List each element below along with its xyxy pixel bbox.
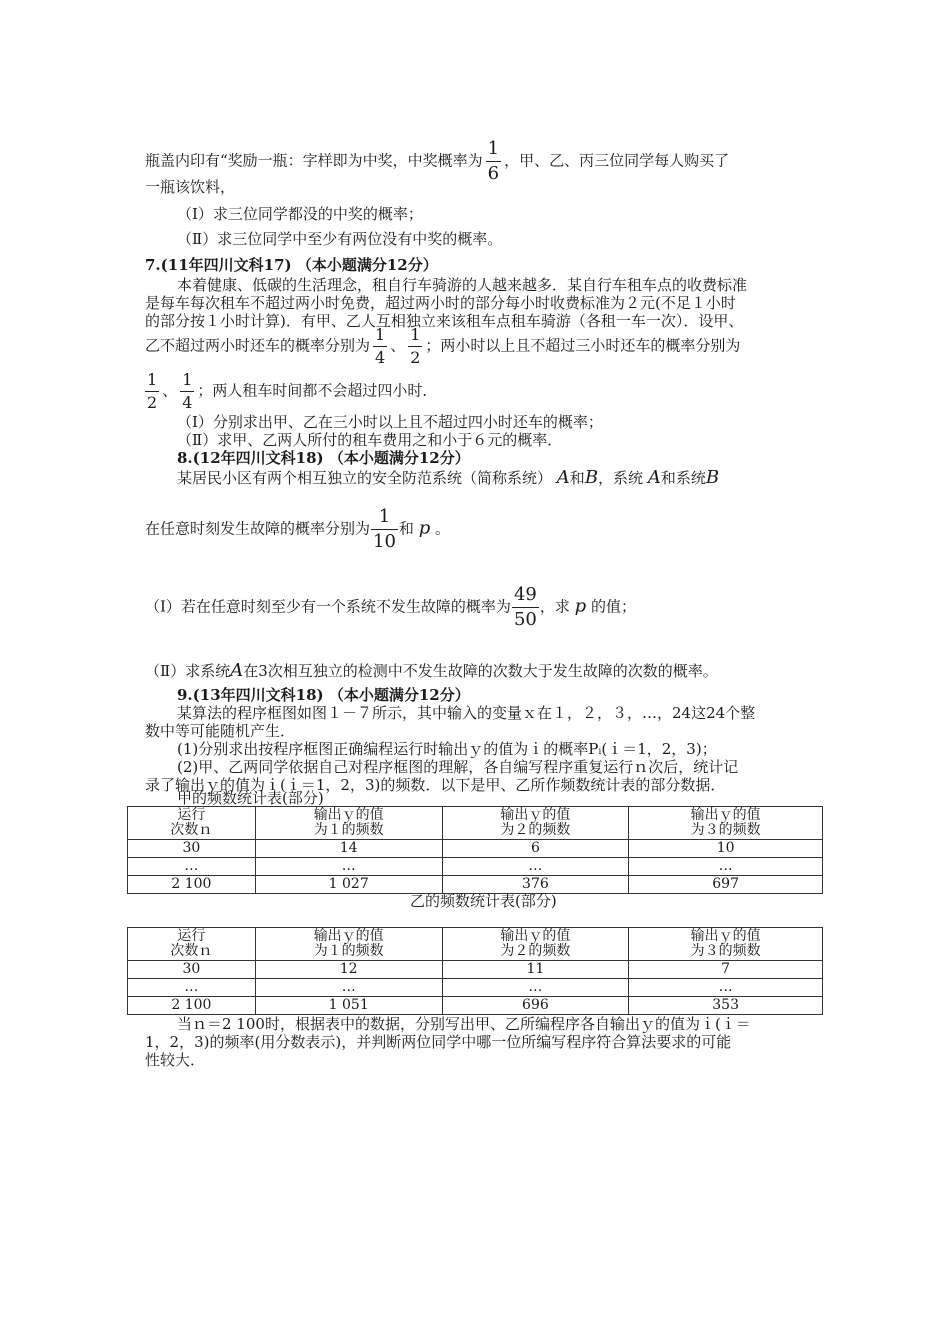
q8-fraction-1 [371,508,398,551]
frac-num: 49 [512,586,539,608]
frac-num: 1 [145,372,159,392]
header-cell [128,928,256,961]
header-line: 为２的频数 [500,822,571,838]
header-line: 次数ｎ [170,822,213,838]
q8-heading: 8.(12年四川文科18) （本小题满分12分） [177,449,470,467]
table-cell: 12 [255,961,442,979]
header-cell [442,807,629,840]
table-cell: 1 027 [255,876,442,894]
table-cell: 10 [629,840,823,858]
header-cell [128,807,256,840]
table-row [128,840,823,858]
q7-fraction-1 [373,327,387,366]
table-row [128,858,823,876]
header-line: 输出ｙ的值 [690,928,761,944]
q6-fraction [486,140,501,183]
q9-line1: 某算法的程序框图如图１－７所示，其中输入的变量ｘ在１，２，３，…，24这24个整 [177,704,756,722]
q8-line2-a: 在任意时刻发生故障的概率分别为 [145,519,371,538]
frac-den: 50 [513,609,537,630]
table-cell: … [629,979,823,997]
table2-title: 乙的频数统计表(部分) [410,892,557,910]
table-row [128,876,823,894]
header-line: 为３的频数 [690,943,761,959]
table-cell: 696 [442,997,629,1015]
table-cell: 7 [629,961,823,979]
q8-part2 [145,661,718,681]
table-row [128,979,823,997]
table-row [128,997,823,1015]
table1-title: 甲的频数统计表(部分) [177,789,324,807]
table-jia-frequency [127,806,823,894]
q6-line1-a: 瓶盖内印有“奖励一瓶：字样即为中奖，中奖概率为 [145,151,483,170]
q7-line5 [145,372,437,411]
frac-num: 1 [371,508,398,530]
table-cell: … [442,979,629,997]
var-p: p [418,517,431,539]
q7-part2: （Ⅱ）求甲、乙两人所付的租车费用之和小于６元的概率． [177,431,563,449]
header-line: 为１的频数 [313,822,384,838]
header-cell [442,928,629,961]
table-cell: 30 [128,840,256,858]
q9-final-line1: 当ｎ＝2 100时，根据表中的数据，分别写出甲、乙所编程序各自输出ｙ的值为ｉ(ｉ＝ [177,1015,751,1033]
q8-and: 和 [569,469,585,487]
header-line: 输出ｙ的值 [690,807,761,823]
q6-line1-b: ，甲、乙、丙三位同学每人购买了 [504,151,730,170]
q7-line1: 本着健康、低碳的生活理念，租自行车骑游的人越来越多．某自行车租车点的收费标准 [177,276,748,294]
header-line: 输出ｙ的值 [313,807,384,823]
table-cell: … [442,858,629,876]
q7-fraction-4 [180,372,194,411]
table-cell: 697 [629,876,823,894]
header-cell [629,928,823,961]
table-cell: 2 100 [128,876,256,894]
q7-part1: （Ⅰ）分别求出甲、乙在三小时以上且不超过四小时还车的概率； [177,413,603,431]
q7-fraction-3 [145,372,159,411]
q6-part1: （Ⅰ）求三位同学都没的中奖的概率； [177,205,423,223]
header-line: 为２的频数 [500,943,571,959]
header-line: 运行 [177,807,206,823]
header-line: 为３的频数 [690,822,761,838]
frac-num: 1 [373,327,387,347]
q8-line2-b: 。 [435,519,451,538]
var-a: A [556,467,570,488]
q7-line2: 是每车每次租车不超过两小时免费，超过两小时的部分每小时收费标准为２元(不足１小时 [145,294,736,312]
q7-line5-b: ；两人租车时间都不会超过四小时． [197,381,438,400]
q8-part1 [145,586,636,629]
table-cell: 376 [442,876,629,894]
q7-line3: 的部分按１小时计算)．有甲、乙人互相独立来该租车点租车骑游（各租一车一次）．设甲、 [145,312,744,330]
header-line: 输出ｙ的值 [500,807,571,823]
frac-den: 10 [373,531,396,552]
q8-part2-a: （Ⅱ）求系统 [145,662,231,680]
frac-num: 1 [486,140,501,162]
q8-line1-b: ，系统 [598,469,644,487]
q8-part1-a: （Ⅰ）若在任意时刻至少有一个系统不发生故障的概率为 [145,597,511,616]
table-header-row [128,928,823,961]
table-cell: … [255,858,442,876]
q9-final-line3: 性较大． [145,1051,206,1069]
q7-fraction-2 [408,327,422,366]
q9-line4: (2)甲、乙两同学依据自己对程序框图的理解，各自编写程序重复运行ｎ次后，统计记 [177,758,739,776]
q9-line2: 数中等可能随机产生． [145,722,296,740]
q9-line3: (1)分别求出按程序框图正确编程运行时输出ｙ的值为ｉ的概率Pᵢ(ｉ＝1，2，3)； [177,740,717,758]
q6-line2: 一瓶该饮料， [145,178,236,196]
q7-line4-a: 乙不超过两小时还车的概率分别为 [145,336,371,355]
table-row [128,961,823,979]
table-cell: 353 [629,997,823,1015]
q8-line2 [145,508,450,551]
header-cell [255,928,442,961]
var-b: B [584,467,599,488]
table-cell: 14 [255,840,442,858]
header-line: 输出ｙ的值 [500,928,571,944]
q6-part2: （Ⅱ）求三位同学中至少有两位没有中奖的概率。 [177,230,503,248]
table-cell: … [128,979,256,997]
frac-den: 2 [147,393,158,412]
table-yi-frequency [127,927,823,1015]
q8-and: 和 [398,519,414,538]
header-line: 为１的频数 [313,943,384,959]
var-a: A [647,467,661,488]
var-a: A [230,660,244,681]
q9-heading: 9.(13年四川文科18) （本小题满分12分） [177,686,470,704]
q7-line4-b: ；两小时以上且不超过三小时还车的概率分别为 [425,336,741,355]
q7-separator: 、 [390,336,406,355]
frac-num: 1 [408,327,422,347]
table-cell: … [255,979,442,997]
table-cell: 11 [442,961,629,979]
header-cell [255,807,442,840]
q9-final-line2: 1，2，3)的频率(用分数表示)，并判断两位同学中哪一位所编写程序符合算法要求的可能 [145,1033,732,1051]
q8-part2-b: 在3次相互独立的检测中不发生故障的次数大于发生故障的次数的概率。 [243,662,718,680]
table-cell: 1 051 [255,997,442,1015]
table-cell: … [128,858,256,876]
q9-line5: 录了输出ｙ的值为ｉ(ｉ＝1，2，3)的频数．以下是甲、乙所作频数统计表的部分数据． [145,776,726,794]
table-cell: 2 100 [128,997,256,1015]
table-cell: 6 [442,840,629,858]
header-line: 输出ｙ的值 [313,928,384,944]
q6-line1 [145,140,729,183]
var-p: p [574,595,587,617]
q8-fraction-2 [512,586,539,629]
q7-separator: 、 [162,381,178,400]
q8-line1 [177,468,719,488]
q7-heading: 7.(11年四川文科17) （本小题满分12分） [145,256,438,274]
frac-den: 2 [410,348,421,367]
table-cell: 30 [128,961,256,979]
q8-part1-b: ，求 [539,597,570,616]
q8-part1-c: 的值； [590,597,636,616]
frac-den: 6 [487,163,500,184]
header-cell [629,807,823,840]
table-header-row [128,807,823,840]
q8-line1-c: 和系统 [660,469,706,487]
q8-line1-a: 某居民小区有两个相互独立的安全防范系统（简称系统） [177,469,553,487]
frac-den: 4 [182,393,193,412]
frac-num: 1 [180,372,194,392]
table-cell: … [629,858,823,876]
frac-den: 4 [375,348,386,367]
q7-line4 [145,327,740,366]
header-line: 运行 [177,928,206,944]
header-line: 次数ｎ [170,943,213,959]
var-b: B [705,467,720,488]
